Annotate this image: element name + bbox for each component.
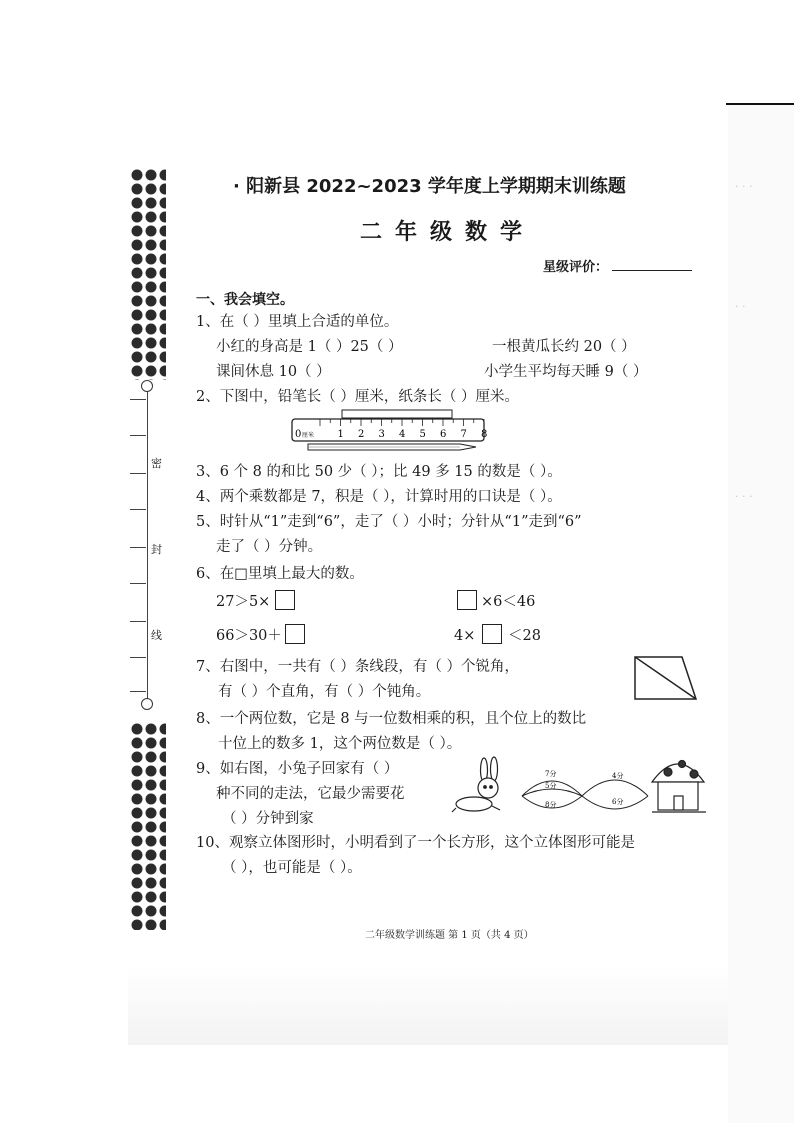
- question-1-item-c[interactable]: 课间休息 10（ ）: [216, 364, 331, 380]
- route-label: 6分: [612, 798, 624, 806]
- seal-char-xian: 线: [151, 629, 162, 642]
- rating-label: 星级评价：: [543, 260, 609, 275]
- scan-shadow: [128, 965, 728, 1045]
- ruler-tick-label: 5: [419, 429, 426, 440]
- bleed-mark: · ·: [735, 300, 746, 313]
- ruler-tick-label: 0: [295, 429, 302, 440]
- question-1-item-b[interactable]: 一根黄瓜长约 20（ ）: [492, 339, 636, 355]
- route-label: 5分: [545, 782, 557, 790]
- ruler-tick-label: 1: [337, 429, 344, 440]
- ruler-tick-label: 3: [378, 429, 385, 440]
- question-1-item-d[interactable]: 小学生平均每天睡 9（ ）: [484, 364, 648, 380]
- bleed-mark: · · ·: [735, 490, 753, 503]
- page-footer: 二年级数学训练题 第 1 页（共 4 页）: [365, 930, 534, 941]
- seal-tick: [130, 399, 146, 400]
- seal-tick: [130, 435, 146, 436]
- question-10-line-2[interactable]: （ ），也可能是（ ）。: [222, 860, 362, 876]
- question-9-line-3[interactable]: （ ）分钟到家: [222, 811, 314, 827]
- binding-hole-top: [141, 380, 153, 392]
- next-page-bleed: [728, 105, 794, 1123]
- question-7-line-2[interactable]: 有（ ）个直角，有（ ）个钝角。: [218, 684, 431, 700]
- question-3-stem[interactable]: 3、6 个 8 的和比 50 少（ ）；比 49 多 15 的数是（ ）。: [196, 464, 562, 480]
- question-7-line-1[interactable]: 7、右图中，一共有（ ）条线段，有（ ）个锐角，: [196, 659, 519, 675]
- mushroom-house-icon: [652, 761, 706, 813]
- question-6-expr-3: 66＞30＋: [216, 628, 282, 644]
- ruler-unit-label: 厘米: [302, 432, 315, 439]
- seal-tick: [130, 691, 146, 692]
- seal-vertical-line: [147, 385, 148, 705]
- binding-hole-bottom: [141, 698, 153, 710]
- ruler-figure: [290, 408, 490, 452]
- question-2-stem[interactable]: 2、下图中，铅笔长（ ）厘米，纸条长（ ）厘米。: [196, 389, 519, 405]
- question-5-line-1[interactable]: 5、时针从“1”走到“6”，走了（ ）小时；分针从“1”走到“6”: [196, 514, 582, 530]
- seal-tick: [130, 657, 146, 658]
- route-label: 7分: [545, 770, 557, 778]
- ruler-tick-label: 2: [358, 429, 365, 440]
- ruler-tick-label: 6: [440, 429, 447, 440]
- exam-subject-title: 二年级数学: [360, 220, 536, 245]
- route-label: 8分: [545, 801, 557, 809]
- seal-tick: [130, 621, 146, 622]
- question-5-line-2[interactable]: 走了（ ）分钟。: [216, 539, 323, 555]
- question-8-line-2[interactable]: 十位上的数多 1，这个两位数是（ ）。: [218, 736, 462, 752]
- seal-tick: [130, 473, 146, 474]
- trapezoid-diagonal: [635, 657, 696, 699]
- rabbit-route-figure: [450, 752, 712, 820]
- ruler-body: [292, 419, 484, 441]
- section-heading: 一、我会填空。: [196, 292, 294, 308]
- seal-tick: [130, 547, 146, 548]
- seal-char-feng: 封: [151, 543, 162, 556]
- question-6-expr-1: 27＞5×: [216, 594, 271, 610]
- exam-title: · 阳新县 2022~2023 学年度上学期期末训练题: [233, 176, 626, 197]
- seal-char-mi: 密: [151, 457, 162, 470]
- ruler-tick-label: 7: [460, 429, 467, 440]
- answer-box[interactable]: [457, 590, 477, 610]
- question-9-line-1[interactable]: 9、如右图，小兔子回家有（ ）: [196, 761, 399, 777]
- question-1-stem: 1、在（ ）里填上合适的单位。: [196, 314, 399, 330]
- question-1-item-a[interactable]: 小红的身高是 1（ ）25（ ）: [216, 339, 403, 355]
- route-label: 4分: [612, 772, 624, 780]
- dot-pattern-strip-bottom: [130, 722, 166, 930]
- question-8-line-1: 8、一个两位数，它是 8 与一位数相乘的积，且个位上的数比: [196, 711, 587, 727]
- route-lines: [522, 780, 648, 809]
- rabbit-icon: [452, 757, 500, 812]
- seal-tick: [130, 583, 146, 584]
- dot-pattern-strip-top: [130, 168, 166, 380]
- question-6-stem: 6、在□里填上最大的数。: [196, 566, 364, 582]
- answer-box[interactable]: [482, 624, 502, 644]
- paper-strip: [342, 410, 452, 418]
- page-edge-line: [726, 103, 794, 105]
- question-9-line-2: 种不同的走法，它最少需要花: [216, 786, 405, 802]
- binding-seal-line: [130, 385, 166, 705]
- answer-box[interactable]: [275, 590, 295, 610]
- answer-box[interactable]: [285, 624, 305, 644]
- rating-answer-line[interactable]: [612, 270, 692, 271]
- question-4-stem[interactable]: 4、两个乘数都是 7，积是（ ），计算时用的口诀是（ ）。: [196, 489, 562, 505]
- ruler-tick-label: 8: [481, 429, 488, 440]
- bleed-mark: · · ·: [735, 180, 753, 193]
- question-6-expr-2: ×6＜46: [481, 594, 536, 610]
- ruler-tick-label: 4: [399, 429, 406, 440]
- seal-tick: [130, 509, 146, 510]
- trapezoid-figure: [632, 654, 700, 702]
- question-6-expr-4-right: ＜28: [508, 628, 541, 644]
- question-10-line-1: 10、观察立体图形时，小明看到了一个长方形，这个立体图形可能是: [196, 835, 635, 851]
- question-6-expr-4-left: 4×: [454, 628, 476, 644]
